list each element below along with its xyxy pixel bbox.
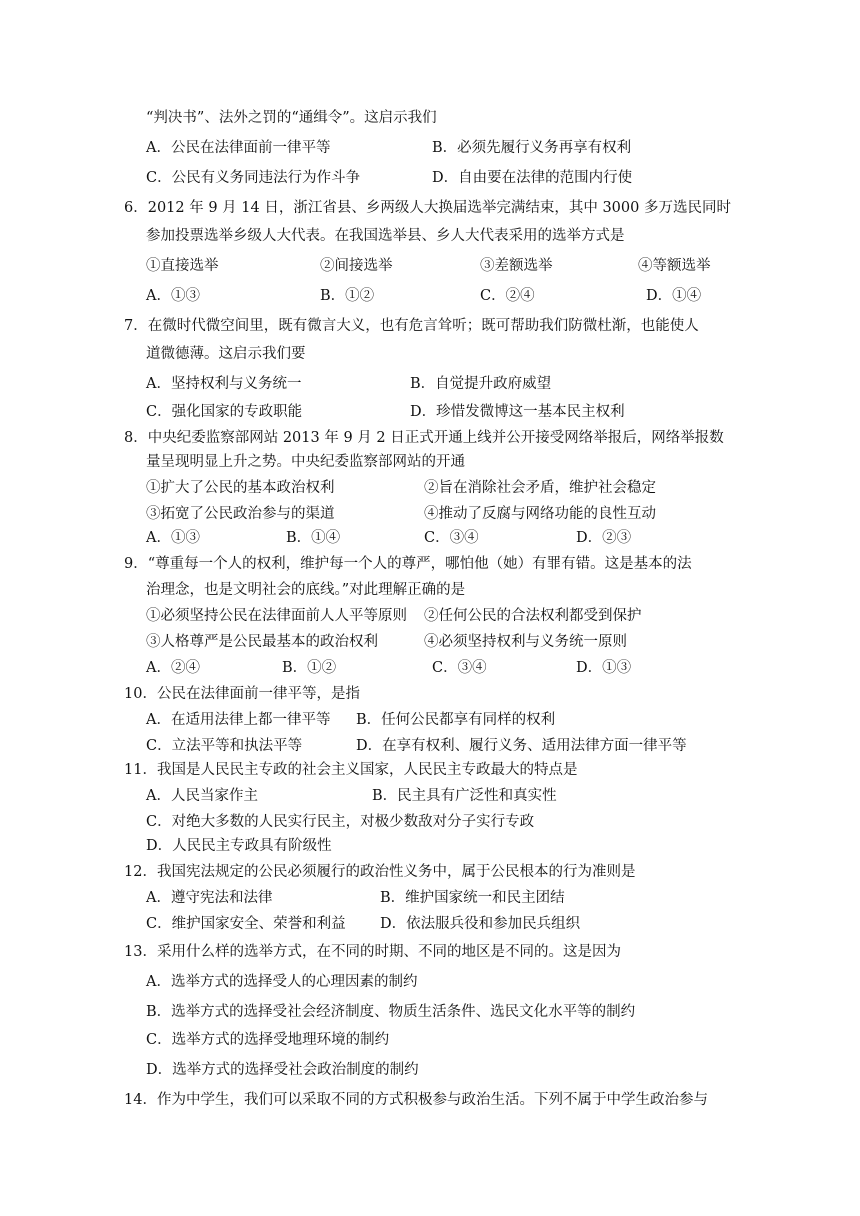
q7-stem-line-2: 道微德薄。这启示我们要 xyxy=(146,346,306,362)
q11-option-b[interactable]: B．民主具有广泛性和真实性 xyxy=(372,788,557,804)
q9-stem-line-2: 治理念，也是文明社会的底线。”对此理解正确的是 xyxy=(146,582,466,598)
q9-option-c[interactable]: C．③④ xyxy=(432,660,487,676)
q11-option-d[interactable]: D．人民民主专政具有阶级性 xyxy=(146,838,332,854)
q10-option-b[interactable]: B．任何公民都享有同样的权利 xyxy=(356,712,556,728)
q8-option-b[interactable]: B．①④ xyxy=(286,530,341,546)
q5-option-c[interactable]: C．公民有义务同违法行为作斗争 xyxy=(146,170,361,186)
q6-item-3: ③差额选举 xyxy=(480,258,553,274)
q6-option-c[interactable]: C．②④ xyxy=(480,288,535,304)
q5-option-b[interactable]: B．必须先履行义务再享有权利 xyxy=(432,140,632,156)
q14-stem: 14．作为中学生，我们可以采取不同的方式积极参与政治生活。下列不属于中学生政治参与 xyxy=(124,1092,708,1108)
q9-item-2: ②任何公民的合法权利都受到保护 xyxy=(424,608,642,624)
q9-item-4: ④必须坚持权利与义务统一原则 xyxy=(424,634,627,650)
q7-option-d[interactable]: D．珍惜发微博这一基本民主权利 xyxy=(410,404,625,420)
q8-item-2: ②旨在消除社会矛盾，维护社会稳定 xyxy=(424,480,656,496)
q11-option-a[interactable]: A．人民当家作主 xyxy=(146,788,258,804)
q6-item-2: ②间接选举 xyxy=(320,258,393,274)
q9-stem-line-1: 9．“尊重每一个人的权利，维护每一个人的尊严，哪怕他（她）有罪有错。这是基本的法 xyxy=(124,556,692,572)
q11-option-c[interactable]: C．对绝大多数的人民实行民主，对极少数敌对分子实行专政 xyxy=(146,814,535,830)
q10-stem: 10．公民在法律面前一律平等，是指 xyxy=(124,686,360,702)
q8-option-a[interactable]: A．①③ xyxy=(146,530,200,546)
q13-option-c[interactable]: C．选举方式的选择受地理环境的制约 xyxy=(146,1032,390,1048)
q12-option-d[interactable]: D．依法服兵役和参加民兵组织 xyxy=(380,916,581,932)
q12-stem: 12．我国宪法规定的公民必须履行的政治性义务中，属于公民根本的行为准则是 xyxy=(124,864,636,880)
q8-item-4: ④推动了反腐与网络功能的良性互动 xyxy=(424,506,656,522)
q12-option-c[interactable]: C．维护国家安全、荣誉和利益 xyxy=(146,916,346,932)
q8-item-1: ①扩大了公民的基本政治权利 xyxy=(146,480,335,496)
q8-stem-line-1: 8．中央纪委监察部网站 2013 年 9 月 2 日正式开通上线并公开接受网络举报后，网络举报数 xyxy=(124,430,724,446)
q13-option-b[interactable]: B．选举方式的选择受社会经济制度、物质生活条件、选民文化水平等的制约 xyxy=(146,1004,636,1020)
q5-option-d[interactable]: D．自由要在法律的范围内行使 xyxy=(432,170,633,186)
q13-stem: 13．采用什么样的选举方式，在不同的时期、不同的地区是不同的。这是因为 xyxy=(124,944,621,960)
q7-option-c[interactable]: C．强化国家的专政职能 xyxy=(146,404,303,420)
q8-option-c[interactable]: C．③④ xyxy=(424,530,479,546)
q11-stem: 11．我国是人民民主专政的社会主义国家，人民民主专政最大的特点是 xyxy=(124,762,578,778)
q13-option-d[interactable]: D．选举方式的选择受社会政治制度的制约 xyxy=(146,1062,419,1078)
q10-option-d[interactable]: D．在享有权利、履行义务、适用法律方面一律平等 xyxy=(356,738,687,754)
q9-item-1: ①必须坚持公民在法律面前人人平等原则 xyxy=(146,608,407,624)
q5-option-a[interactable]: A．公民在法律面前一律平等 xyxy=(146,140,331,156)
q9-item-3: ③人格尊严是公民最基本的政治权利 xyxy=(146,634,378,650)
q10-option-c[interactable]: C．立法平等和执法平等 xyxy=(146,738,303,754)
q6-stem-line-1: 6．2012 年 9 月 14 日，浙江省县、乡两级人大换届选举完满结束，其中 3000 多万选民同时 xyxy=(124,200,731,216)
q8-option-d[interactable]: D．②③ xyxy=(576,530,632,546)
q6-option-a[interactable]: A．①③ xyxy=(146,288,200,304)
q12-option-a[interactable]: A．遵守宪法和法律 xyxy=(146,890,273,906)
q6-item-4: ④等额选举 xyxy=(638,258,711,274)
q6-stem-line-2: 参加投票选举乡级人大代表。在我国选举县、乡人大代表采用的选举方式是 xyxy=(146,228,625,244)
q9-option-b[interactable]: B．①② xyxy=(282,660,337,676)
q9-option-a[interactable]: A．②④ xyxy=(146,660,200,676)
q8-stem-line-2: 量呈现明显上升之势。中央纪委监察部网站的开通 xyxy=(146,454,465,470)
q7-option-a[interactable]: A．坚持权利与义务统一 xyxy=(146,376,302,392)
q6-item-1: ①直接选举 xyxy=(146,258,219,274)
q13-option-a[interactable]: A．选举方式的选择受人的心理因素的制约 xyxy=(146,974,418,990)
q8-item-3: ③拓宽了公民政治参与的渠道 xyxy=(146,506,335,522)
q7-stem-line-1: 7．在微时代微空间里，既有微言大义，也有危言耸听；既可帮助我们防微杜渐，也能使人 xyxy=(124,318,699,334)
q5-stem-tail: “判决书”、法外之罚的“通缉令”。这启示我们 xyxy=(146,110,437,126)
q6-option-b[interactable]: B．①② xyxy=(320,288,375,304)
q7-option-b[interactable]: B．自觉提升政府威望 xyxy=(410,376,552,392)
q9-option-d[interactable]: D．①③ xyxy=(576,660,632,676)
q6-option-d[interactable]: D．①④ xyxy=(646,288,702,304)
q10-option-a[interactable]: A．在适用法律上都一律平等 xyxy=(146,712,331,728)
q12-option-b[interactable]: B．维护国家统一和民主团结 xyxy=(380,890,565,906)
